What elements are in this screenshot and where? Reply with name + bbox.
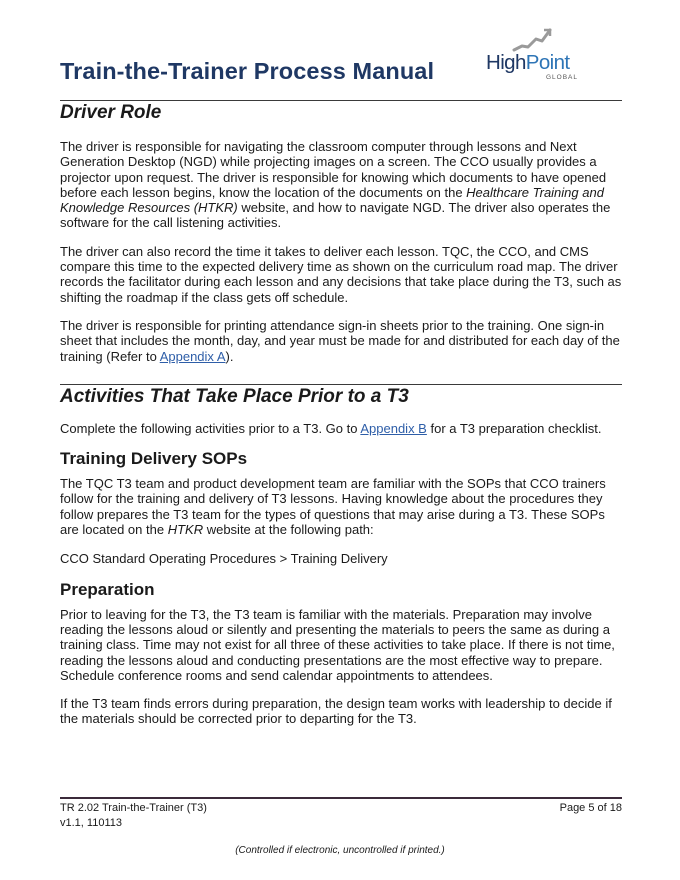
heading-training-delivery-sops: Training Delivery SOPs	[60, 449, 248, 469]
section-divider	[60, 384, 622, 385]
logo-graph-line	[514, 30, 550, 50]
appendix-a-link[interactable]: Appendix A	[159, 348, 226, 364]
footer-version: v1.1, 110113	[60, 817, 122, 829]
page-footer	[60, 797, 622, 831]
sop-path: CCO Standard Operating Procedures > Training Delivery	[60, 551, 388, 567]
logo-subtitle: GLOBAL	[546, 74, 579, 81]
controlled-notice: (Controlled if electronic, uncontrolled if printed.)	[235, 845, 445, 856]
paragraph-driver-role-3: The driver is responsible for printing attendance sign-in sheets prior to the training. One sign-in sheet that includes the month, day, and year must be made for and distributed for each day of the training (Refer to Appendix A).	[60, 317, 620, 364]
section-divider	[60, 100, 622, 101]
paragraph-preparation-2: If the T3 team finds errors during preparation, the design team works with leadership to decide if the materials should be corrected prior to departing for the T3.	[60, 696, 612, 727]
logo-wordmark: HighPoint	[486, 51, 570, 74]
appendix-b-link[interactable]: Appendix B	[360, 420, 427, 436]
heading-activities: Activities That Take Place Prior to a T3	[60, 385, 409, 407]
paragraph-sops-1: The TQC T3 team and product development team are familiar with the SOPs that CCO trainers follow for the training and delivery of T3 lessons. Having knowledge about the procedures they follow prepares the T3 team for the types of questions that may arise during a T3. These SOPs are located on the HTKR website at the following path:	[60, 476, 606, 538]
footer-page-number: Page 5 of 18	[559, 802, 622, 814]
document-page	[60, 0, 622, 727]
heading-preparation: Preparation	[60, 579, 155, 599]
paragraph-driver-role-1: The driver is responsible for navigating the classroom computer through lessons and Next Generation Desktop (NGD) while projecting images on a screen. The CCO usually provides a projector upon request. The driver is responsible for knowing which documents to have opened before each lesson begins, know the location of the documents on the Healthcare Training and Knowledge Resources (HTKR) website, and how to navigate NGD. The driver also operates the software for the call listening activities.	[60, 139, 611, 231]
heading-driver-role: Driver Role	[60, 102, 162, 123]
paragraph-activities-intro: Complete the following activities prior to a T3. Go to Appendix B for a T3 preparation checklist.	[60, 420, 602, 436]
footer-doc-id: TR 2.02 Train-the-Trainer (T3)	[60, 802, 207, 814]
page-header	[60, 0, 622, 100]
document-title: Train-the-Trainer Process Manual	[60, 58, 435, 84]
paragraph-preparation-1: Prior to leaving for the T3, the T3 team is familiar with the materials. Preparation may involve reading the lessons aloud or silently and presenting the materials to peers the same as during a training class. Time may not exist for all three of these activities to take place. If there is not time, reading the lessons aloud and conducting presentations are the most effective way to prepare. Schedule conference rooms and send calendar appointments to attendees.	[60, 606, 615, 683]
paragraph-driver-role-2: The driver can also record the time it takes to deliver each lesson. TQC, the CCO, and CMS compare this time to the expected delivery time as shown on the curriculum road map. The driver records the facilitator during each lesson and any decisions that take place during the T3, such as shifting the roadmap if the class gets off schedule.	[60, 243, 622, 305]
highpoint-global-logo	[484, 26, 584, 82]
